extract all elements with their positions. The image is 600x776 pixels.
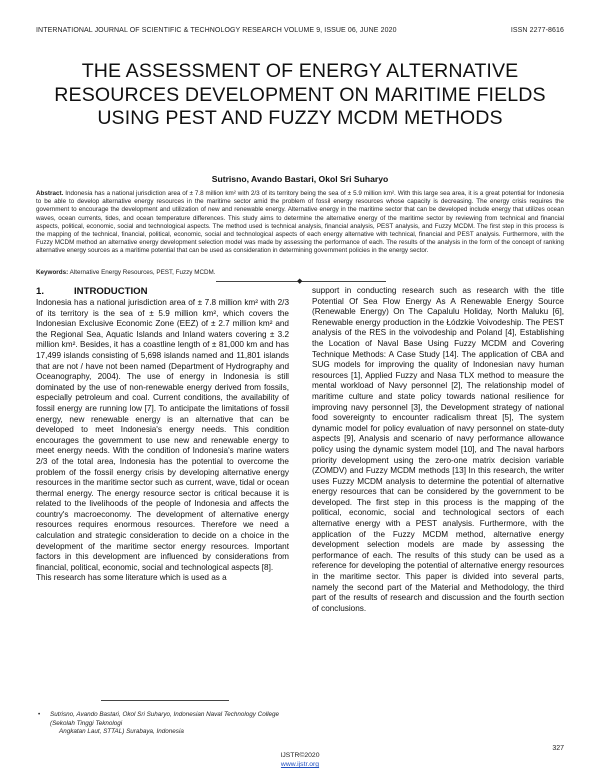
section-heading [36,286,289,297]
abstract [36,190,564,256]
divider-diamond-icon: ◆ [297,277,303,285]
copyright: IJSTR©2020 [280,752,320,759]
authors: Sutrisno, Avando Bastari, Okol Sri Suharyo [211,174,389,184]
keywords [36,269,564,277]
body-column-left [36,286,289,584]
body-column-right [312,286,564,614]
abstract-label: Abstract. [36,190,64,197]
section-divider [216,278,386,286]
body-paragraph: Indonesia has a national jurisdiction area of ± 7.8 million km² with 2/3 of its territory is the sea of ± 5.9 million km², which covers the Indonesian Exclusive Economic Zone (EEZ) of ± 2.7 million km² and the Regional Sea, Aquatic Islands and Inland waters covering ± 3.2 million km². Besides, it has a coastline length of ± 81,000 km and has 17,499 islands consisting of 5,698 islands named and 11,801 islands that are not / have not been named (Department of Hydrography and Oceanography, 2004). The use of energy in Indonesia is still dominated by the use of non-renewable energy derived from fossils, especially petroleum and coal. Current conditions, the availability of fossil energy are running low [7]. To anticipate the limitations of fossil energy, new renewable energy is an alternative that can be developed to meet Indonesia's energy needs. This condition encourages the government to use new and renewable energy to meet energy needs. With the condition of Indonesia's marine waters 2/3 of the total area, Indonesia has the potential to overcome the problem of the fossil energy crisis by developing alternative energy resources in the maritime sector such as current, wave, tidal or ocean thermal energy. The energy resource sector is critical because it is related to the livelihoods of the people of Indonesia and affects the country's macroeconomy. The development of alternative energy resources requires enormous resources. Therefore we need a calculation and strategic consideration to decide on a choice in the development of the maritime sector energy resources. Important factors in this development are influenced by considerations from financial, political, economic, social and technological aspects [8]. [36,298,289,572]
page-number: 327 [552,745,564,752]
body-paragraph: This research has some literature which is used as a [36,573,227,583]
page-footer [0,751,600,769]
journal-info: INTERNATIONAL JOURNAL OF SCIENTIFIC & TECHNOLOGY RESEARCH VOLUME 9, ISSUE 06, JUNE 2020 [36,27,397,34]
abstract-text: Indonesia has a national jurisdiction area of ± 7.8 million km² with 2/3 of its territory being the sea of ± 5.9 million km². With this large sea area, it is a great potential for Indonesia to be able to develop alternative energy resources in the maritime sector amid the problem of fossil energy resources whose capacity is decreasing. The energy crisis requires the government to encourage the development and utilization of new and renewable energy. Alternative energy in the maritime sector that can be developed include energy that utilizes ocean waves, ocean currents, tides, and ocean temperature differences. This study aims to determine the alternative energy of the maritime sector by reviewing from technical and financial aspects, political, economic, social and technological aspects. The method used is technical analysis, financial analysis, PEST analysis, and Fuzzy MCDM. The first step in this process is the mapping of the technical, financial, political, economic, social and technological aspects of each energy alternative with technical, financial and PEST analysis. Furthermore, with the Fuzzy MCDM method an alternative energy development selection model was made by assessing the performance of each. The results of the analysis in the form of the concept of ranking alternative energy sources as a maritime potential that can be used as consideration in determining government policies in the energy sector. [36,190,565,255]
keywords-text: Alternative Energy Resources, PEST, Fuzzy MCDM. [69,269,216,276]
journal-link[interactable]: www.ijstr.org [280,761,320,768]
issn: ISSN 2277-8616 [510,27,564,34]
body-paragraph: support in conducting research such as research with the title Potential Of Sea Flow Energy As A Renewable Energy Source (Renewable Energy) On The Capalulu Holiday, North Maluku [6], Renewable energy production in the Łódzkie Voivodeship. The PEST analysis of the RES in the voivodeship and Poland [4], Establishing the Location of Naval Base Using Fuzzy MCDM and Covering Technique Methods: A Case Study [14]. The application of CBA and SUG models for improving the quality of Indonesian navy human resources [1], Applied Fuzzy and Nasa TLX method to measure the mental workload of Navy personnel [2], The relationship model of maritime culture and state policy towards national resilience for improving navy personnel [3], the Development strategy of national food sovereignty to encounter radicalism threat [5], The system dynamic model for policy evaluation of navy personnel on state-duty aspects [9], Analysis and scenario of navy performance allowance policy using the dynamic system model [10], and The naval harbors priority development using the zero-one matrix decision variable (ZOMDV) and Fuzzy MCDM methods [13] In this research, the writer uses Fuzzy MCDM analysis to determine the potential of alternative energy resources that can be considered by the government to be developed. The first step in this process is the mapping of the political, economic, social and technological sectors of each alternative energy with a PEST analysis. Furthermore, with the application of the Fuzzy MCDM method, alternative energy development selection models are made by assessing the performance of each. The results of this study can be used as a reference for developing the potential of alternative energy resources in the maritime sector. This paper is divided into several parts, namely the second part of the Material and Methodology, the third part of the results of research and discussion and the fourth section of conclusions. [312,286,564,613]
bullet-icon: • [38,711,41,718]
footnote-line: Sutrisno, Avando Bastari, Okol Sri Suharyo, Indonesian Naval Technology College (Sekolah Tinggi Teknologi [50,711,280,727]
section-number: 1. [36,286,45,297]
author-footnote [38,711,288,737]
running-header [36,27,564,37]
section-title: INTRODUCTION [74,286,148,297]
keywords-label: Keywords: [36,269,69,276]
paper-title: THE ASSESSMENT OF ENERGY ALTERNATIVE RESOURCES DEVELOPMENT ON MARITIME FIELDS USING PEST AND FUZZY MCDM METHODS [54,60,546,129]
footnote-line: Angkatan Laut, STTAL) Surabaya, Indonesia [59,728,184,736]
footnote-rule [101,700,229,701]
